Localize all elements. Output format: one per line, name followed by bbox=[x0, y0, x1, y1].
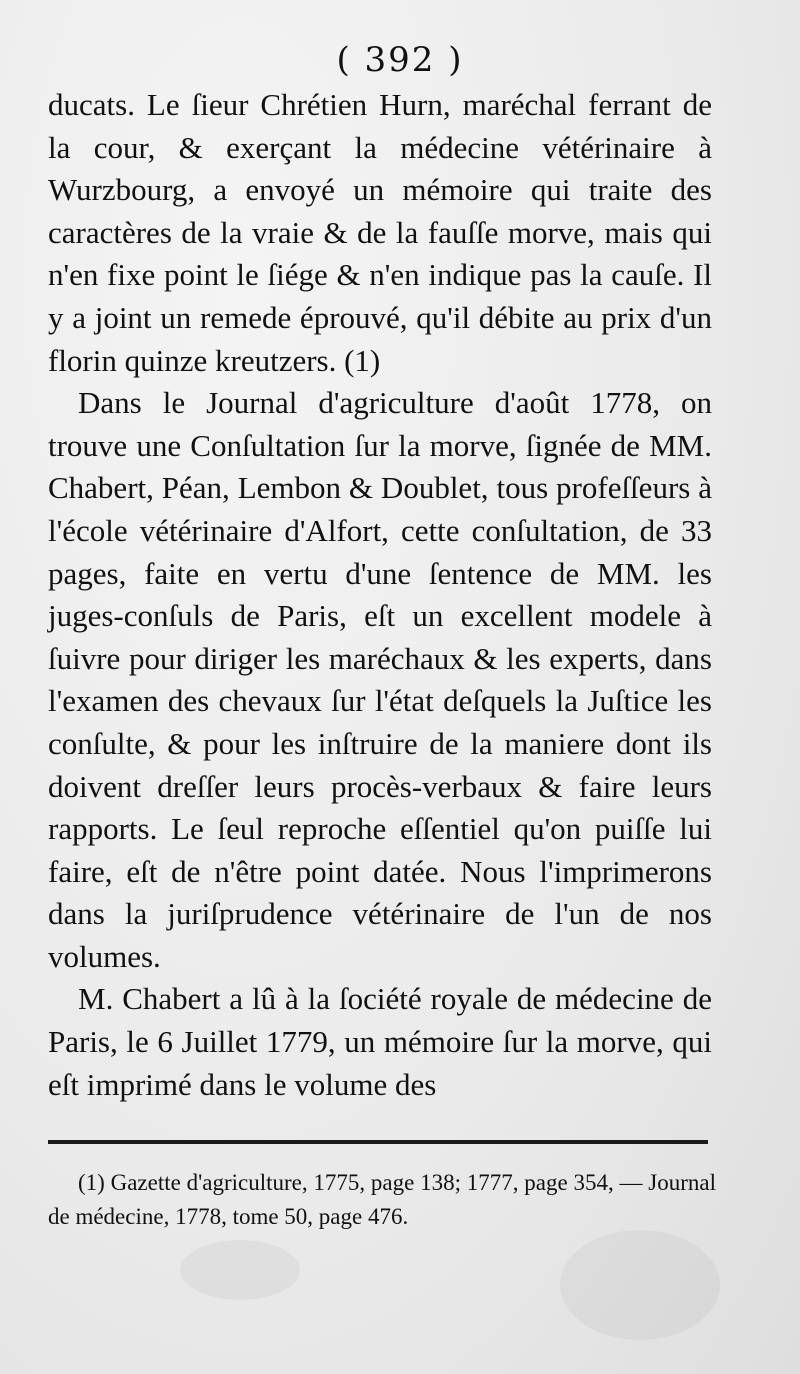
paragraph-2: Dans le Journal d'agriculture d'août 1778, on trouve une Conſultation ſur la morve, ſignée de MM. Chabert, Péan, Lembon & Doublet, tous profeſſeurs à l'école vétérinaire d'Alfort, cette conſultation, de 33 pages, faite en vertu d'une ſentence de MM. les juges-conſuls de Paris, eſt un excellent modele à ſuivre pour diriger les maréchaux & les experts, dans l'examen des chevaux ſur l'état deſquels la Juſtice les conſulte, & pour les inſtruire de la maniere dont ils doivent dreſſer leurs procès-verbaux & faire leurs rapports. Le ſeul reproche eſſentiel qu'on puiſſe lui faire, eſt de n'être point datée. Nous l'imprimerons dans la juriſprudence vétérinaire de l'un de nos volumes. bbox=[48, 385, 712, 974]
main-text bbox=[48, 84, 712, 1106]
paper-stain bbox=[180, 1240, 300, 1300]
footnote-separator bbox=[48, 1140, 708, 1144]
paragraph-1: ducats. Le ſieur Chrétien Hurn, maréchal ferrant de la cour, & exerçant la médecine vétérinaire à Wurzbourg, a envoyé un mémoire qui traite des caractères de la vraie & de la fauſſe morve, mais qui n'en fixe point le ſiége & n'en indique pas la cauſe. Il y a joint un remede éprouvé, qu'il débite au prix d'un florin quinze kreutzers. (1) bbox=[48, 87, 712, 378]
page-number: ( 392 ) bbox=[336, 40, 464, 80]
paper-stain bbox=[560, 1230, 720, 1340]
paragraph-3: M. Chabert a lû à la ſociété royale de médecine de Paris, le 6 Juillet 1779, un mémoire ſur la morve, qui eſt imprimé dans le volume des bbox=[48, 981, 712, 1102]
footnote: (1) Gazette d'agriculture, 1775, page 138; 1777, page 354, — Journal de médecine, 1778, tome 50, page 476. bbox=[48, 1170, 716, 1229]
